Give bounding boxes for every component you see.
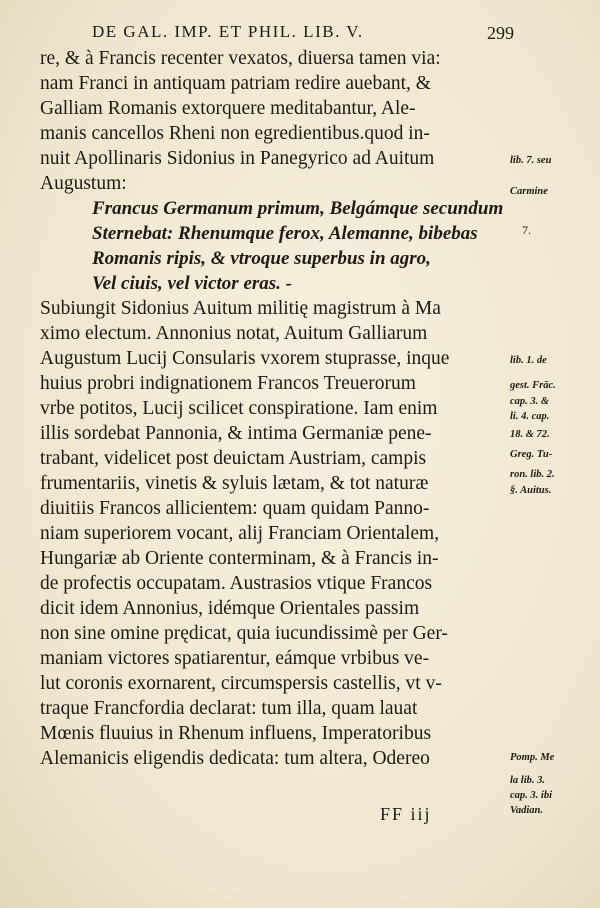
signature-mark: FF iij — [380, 804, 432, 824]
margin-note: cap. 3. ibi — [510, 790, 552, 801]
text-line: manis cancellos Rheni non egredientibus.quod in- — [40, 123, 430, 144]
text-line: re, & à Francis recenter vexatos, diuersa tamen via: — [40, 48, 441, 69]
text-line: Augustum: — [40, 173, 127, 194]
margin-note: 7. — [522, 223, 531, 237]
margin-note: §. Auitus. — [510, 485, 552, 496]
text-line: Alemanicis eligendis dedicata: tum altera, Odereo — [40, 748, 430, 769]
text-line: niam superiorem vocant, alij Franciam Orientalem, — [40, 523, 440, 544]
margin-note: 18. & 72. — [510, 429, 550, 440]
text-line: trabant, videlicet post deuictam Austriam, campis — [40, 448, 427, 469]
verse-line: Romanis ripis, & vtroque superbus in agro, — [92, 248, 431, 269]
main-text — [40, 46, 516, 771]
text-line: Hungariæ ab Oriente conterminam, & à Francis in- — [40, 548, 439, 569]
verse-line: Sternebat: Rhenumque ferox, Alemanne, bibebas — [92, 223, 478, 244]
margin-note: Vadian. — [510, 805, 543, 816]
text-line: dicit idem Annonius, idémque Orientales passim — [40, 598, 420, 619]
verse-line: Vel ciuis, vel victor eras. - — [92, 273, 292, 294]
text-line: vrbe potitos, Lucij scilicet conspiratione. Iam enim — [40, 398, 438, 419]
running-title: DE GAL. IMP. ET PHIL. LIB. V. — [92, 22, 364, 41]
margin-note: cap. 3. & — [510, 396, 550, 407]
page-number: 299 — [487, 23, 514, 43]
text-line: diuitiis Francos allicientem: quam quidam Panno- — [40, 498, 430, 519]
text-line: lut coronis exornarent, circumspersis castellis, vt v- — [40, 673, 442, 694]
margin-note: ron. lib. 2. — [510, 469, 555, 480]
text-line: maniam victores spatiarentur, eámque vrbibus ve- — [40, 648, 430, 669]
text-line: illis sordebat Pannonia, & intima Germaniæ pene- — [40, 423, 432, 444]
margin-note: li. 4. cap. — [510, 411, 550, 422]
text-line: Mœnis fluuius in Rhenum influens, Imperatoribus — [40, 723, 432, 744]
running-header — [92, 22, 512, 42]
text-line: frumentariis, vinetis & syluis lætam, & tot naturæ — [40, 473, 429, 494]
text-line: ximo electum. Annonius notat, Auitum Galliarum — [40, 323, 428, 344]
text-line: nam Franci in antiquam patriam redire auebant, & — [40, 73, 431, 94]
margin-note: lib. 1. de — [510, 355, 547, 366]
text-line: de profectis occupatam. Austrasios vtique Francos — [40, 573, 433, 594]
margin-note: Pomp. Me — [510, 752, 555, 763]
text-line: traque Francfordia declarat: tum illa, quam lauat — [40, 698, 418, 719]
margin-note: Greg. Tu- — [510, 449, 553, 460]
text-line: nuit Apollinaris Sidonius in Panegyrico ad Auitum — [40, 148, 435, 169]
margin-note: la lib. 3. — [510, 775, 546, 786]
verse-line: Francus Germanum primum, Belgámque secundum — [92, 198, 504, 219]
margin-note: gest. Frāc. — [510, 380, 556, 391]
text-line: huius probri indignationem Francos Treuerorum — [40, 373, 416, 394]
margin-note: Carmine — [510, 186, 548, 197]
text-line: Galliam Romanis extorquere meditabantur, Ale- — [40, 98, 416, 119]
margin-note: lib. 7. seu — [510, 155, 552, 166]
text-line: Subiungit Sidonius Auitum militię magistrum à Ma — [40, 298, 441, 319]
text-line: Augustum Lucij Consularis vxorem stuprasse, inque — [40, 348, 450, 369]
text-line: non sine omine prędicat, quia iucundissimè per Ger- — [40, 623, 448, 644]
